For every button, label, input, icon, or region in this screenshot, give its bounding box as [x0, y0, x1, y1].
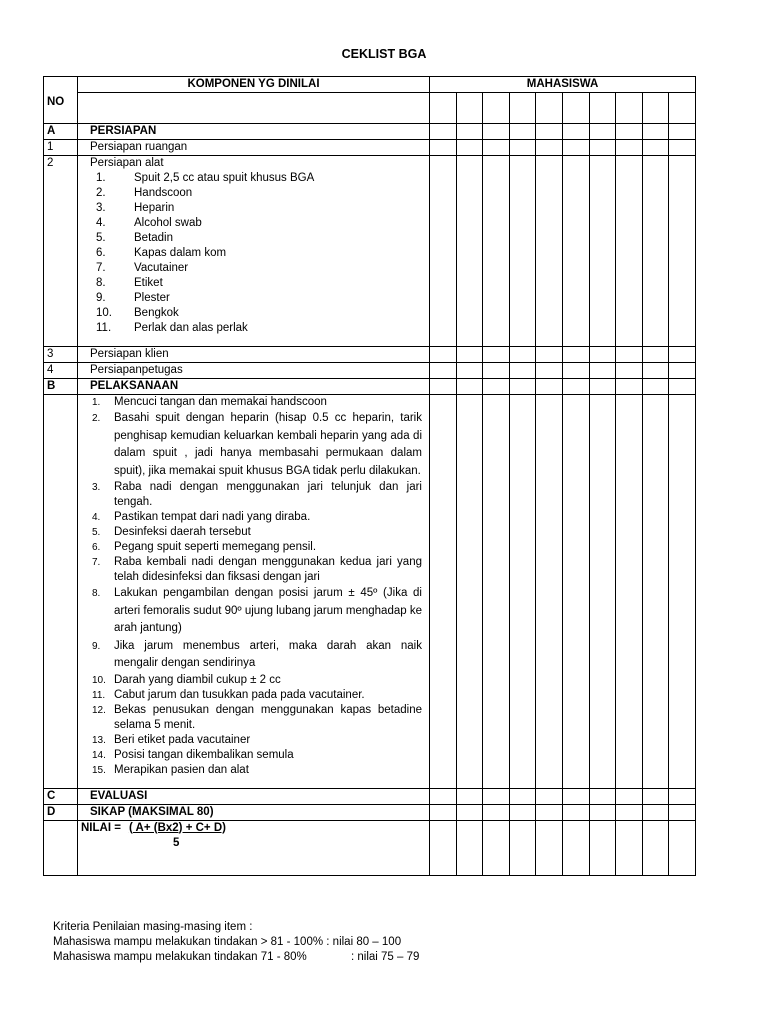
step-number: 3. [92, 482, 101, 493]
row-number: 3 [44, 347, 78, 363]
formula-numerator: ( A+ (Bx2) + C+ D) [128, 821, 226, 834]
item-a1-row [44, 140, 696, 156]
score-cell[interactable] [616, 788, 643, 804]
score-cell[interactable] [430, 347, 457, 363]
equipment-label: Etiket [134, 277, 163, 289]
row-content [78, 124, 430, 140]
row-content [78, 804, 430, 820]
score-cell[interactable] [456, 124, 483, 140]
score-cell[interactable] [616, 363, 643, 379]
step-text: Pastikan tempat dari nadi yang diraba. [114, 511, 311, 523]
step-text: Merapikan pasien dan alat [114, 763, 249, 776]
score-cell[interactable] [430, 156, 457, 347]
section-c-row [44, 788, 696, 804]
equipment-label: Bengkok [134, 307, 179, 319]
score-cell[interactable] [456, 347, 483, 363]
formula-row [44, 820, 696, 875]
row-content [78, 379, 430, 395]
score-cell[interactable] [509, 156, 536, 347]
item-a4-label: Persiapanpetugas [90, 364, 183, 376]
equipment-label: Kapas dalam kom [134, 247, 227, 259]
procedure-step [90, 555, 426, 585]
procedure-step [90, 638, 426, 673]
score-cell[interactable] [456, 156, 483, 347]
equipment-number: 5. [96, 232, 106, 244]
formula-denominator: 5 [173, 836, 180, 849]
equipment-number: 3. [96, 202, 106, 214]
procedure-step [90, 395, 426, 410]
score-cell[interactable] [509, 379, 536, 395]
score-cell[interactable] [642, 347, 669, 363]
procedure-step [90, 688, 426, 703]
score-cell[interactable] [616, 140, 643, 156]
spacer [90, 778, 426, 788]
score-cell[interactable] [430, 124, 457, 140]
procedure-step [90, 763, 426, 778]
step-text: Lakukan pengambilan dengan posisi jarum ± 45º (Jika di arteri femoralis sudut 90º ujung lubang jarum menghadap ke arah jantung) [114, 587, 422, 634]
score-cell[interactable] [536, 395, 563, 789]
criteria-line-2-text: Mahasiswa mampu melakukan tindakan 71 - 80% [53, 951, 307, 963]
criteria-line-1 [53, 935, 419, 950]
formula-cell [78, 820, 430, 875]
score-cell[interactable] [456, 363, 483, 379]
step-text: Raba kembali nadi dengan menggunakan kedua jari yang telah didesinfeksi dan fiksasi dengan jari [114, 556, 422, 583]
score-cell[interactable] [589, 804, 616, 820]
equipment-item [90, 321, 426, 336]
equipment-item [90, 216, 426, 231]
step-text: Darah yang diambil cukup ± 2 cc [114, 673, 281, 686]
step-number: 15. [92, 764, 106, 776]
row-number: A [44, 124, 78, 140]
formula-label: NILAI = [81, 821, 121, 834]
score-cell[interactable] [509, 124, 536, 140]
procedure-step [90, 525, 426, 540]
student-column-header[interactable] [562, 93, 589, 124]
score-cell[interactable] [669, 124, 696, 140]
score-cell[interactable] [669, 820, 696, 875]
score-cell[interactable] [669, 788, 696, 804]
equipment-label: Plester [134, 292, 170, 304]
score-cell[interactable] [456, 395, 483, 789]
score-cell[interactable] [430, 820, 457, 875]
procedure-step [90, 703, 426, 733]
score-cell[interactable] [509, 347, 536, 363]
score-cell[interactable] [642, 156, 669, 347]
row-content [78, 156, 430, 347]
score-cell[interactable] [562, 140, 589, 156]
score-cell[interactable] [536, 820, 563, 875]
score-cell[interactable] [562, 347, 589, 363]
section-a-row [44, 124, 696, 140]
student-column-header[interactable] [456, 93, 483, 124]
score-cell[interactable] [483, 347, 510, 363]
equipment-item [90, 231, 426, 246]
student-column-header[interactable] [483, 93, 510, 124]
equipment-item [90, 201, 426, 216]
equipment-number: 1. [96, 172, 106, 184]
step-number: 5. [92, 527, 101, 538]
score-cell[interactable] [616, 124, 643, 140]
equipment-number: 6. [96, 247, 106, 259]
score-cell[interactable] [642, 788, 669, 804]
equipment-label: Betadin [134, 232, 174, 244]
equipment-item [90, 291, 426, 306]
section-a-title: PERSIAPAN [90, 125, 157, 137]
score-cell[interactable] [669, 156, 696, 347]
score-cell[interactable] [562, 124, 589, 140]
grading-criteria [53, 920, 419, 965]
score-cell[interactable] [483, 363, 510, 379]
score-cell[interactable] [642, 804, 669, 820]
equipment-item [90, 246, 426, 261]
item-a2-row [44, 156, 696, 347]
step-number: 6. [92, 542, 101, 553]
equipment-number: 2. [96, 187, 106, 199]
score-cell[interactable] [536, 363, 563, 379]
header-row [44, 77, 696, 93]
score-cell[interactable] [456, 804, 483, 820]
procedure-step [90, 748, 426, 763]
procedure-step [90, 733, 426, 748]
equipment-item [90, 171, 426, 186]
step-text: Pegang spuit seperti memegang pensil. [114, 541, 317, 553]
score-cell[interactable] [562, 363, 589, 379]
score-cell[interactable] [616, 379, 643, 395]
item-a3-label: Persiapan klien [90, 348, 169, 360]
score-cell[interactable] [536, 788, 563, 804]
step-text: Posisi tangan dikembalikan semula [114, 748, 294, 761]
criteria-line-1-value: : nilai 80 – 100 [326, 936, 402, 948]
score-cell[interactable] [616, 347, 643, 363]
score-cell[interactable] [642, 395, 669, 789]
score-cell[interactable] [562, 156, 589, 347]
section-b-row [44, 379, 696, 395]
score-cell[interactable] [456, 788, 483, 804]
step-number: 11. [92, 689, 106, 701]
score-cell[interactable] [669, 347, 696, 363]
section-d-title: SIKAP (MAKSIMAL 80) [90, 805, 214, 818]
score-cell[interactable] [430, 804, 457, 820]
score-cell[interactable] [430, 379, 457, 395]
procedure-step [90, 585, 426, 638]
section-d-row [44, 804, 696, 820]
step-number: 12. [92, 704, 106, 716]
score-cell[interactable] [483, 140, 510, 156]
spacer [90, 336, 426, 346]
step-number: 14. [92, 749, 106, 761]
score-cell[interactable] [456, 379, 483, 395]
checklist-table [43, 76, 696, 876]
score-cell[interactable] [536, 804, 563, 820]
step-number: 10. [92, 674, 106, 686]
equipment-number: 11. [96, 322, 112, 334]
score-cell[interactable] [589, 347, 616, 363]
score-cell[interactable] [589, 140, 616, 156]
score-cell[interactable] [589, 124, 616, 140]
score-cell[interactable] [562, 788, 589, 804]
procedure-step [90, 540, 426, 555]
score-cell[interactable] [536, 379, 563, 395]
score-cell[interactable] [589, 363, 616, 379]
score-cell[interactable] [669, 140, 696, 156]
formula-line [81, 821, 426, 836]
score-cell[interactable] [430, 363, 457, 379]
equipment-label: Alcohol swab [134, 217, 202, 229]
item-a1-label: Persiapan ruangan [90, 141, 188, 153]
student-column-header[interactable] [509, 93, 536, 124]
step-text: Jika jarum menembus arteri, maka darah akan naik mengalir dengan sendirinya [114, 639, 422, 669]
score-cell[interactable] [536, 140, 563, 156]
equipment-item [90, 186, 426, 201]
score-cell[interactable] [483, 395, 510, 789]
score-cell[interactable] [483, 156, 510, 347]
row-content [78, 788, 430, 804]
step-text: Mencuci tangan dan memakai handscoon [114, 396, 327, 408]
score-cell[interactable] [589, 379, 616, 395]
equipment-number: 10. [96, 307, 112, 319]
score-cell[interactable] [430, 788, 457, 804]
score-cell[interactable] [562, 820, 589, 875]
score-cell[interactable] [589, 156, 616, 347]
score-cell[interactable] [589, 395, 616, 789]
header-blank [78, 93, 430, 124]
header-no: NO [44, 77, 78, 124]
equipment-label: Perlak dan alas perlak [134, 322, 248, 334]
score-cell[interactable] [589, 788, 616, 804]
step-number: 8. [92, 588, 101, 599]
row-number: D [44, 804, 78, 820]
step-number: 2. [92, 413, 101, 424]
score-cell[interactable] [483, 804, 510, 820]
score-cell[interactable] [669, 804, 696, 820]
score-cell[interactable] [456, 140, 483, 156]
score-cell[interactable] [536, 124, 563, 140]
student-column-header[interactable] [669, 93, 696, 124]
score-cell[interactable] [616, 156, 643, 347]
score-cell[interactable] [642, 124, 669, 140]
row-number: 1 [44, 140, 78, 156]
student-column-header[interactable] [430, 93, 457, 124]
score-cell[interactable] [509, 820, 536, 875]
score-cell[interactable] [642, 379, 669, 395]
row-number: 2 [44, 156, 78, 347]
step-number: 4. [92, 512, 101, 523]
score-cell[interactable] [483, 788, 510, 804]
score-cell[interactable] [483, 820, 510, 875]
item-a3-row [44, 347, 696, 363]
equipment-number: 4. [96, 217, 106, 229]
step-text: Bekas penusukan dengan menggunakan kapas betadine selama 5 menit. [114, 703, 422, 731]
score-cell[interactable] [509, 804, 536, 820]
procedure-step [90, 410, 426, 480]
step-text: Cabut jarum dan tusukkan pada pada vacutainer. [114, 688, 365, 701]
equipment-label: Vacutainer [134, 262, 189, 274]
score-cell[interactable] [509, 363, 536, 379]
criteria-line-1-text: Mahasiswa mampu melakukan tindakan > 81 - 100% [53, 936, 327, 948]
row-number [44, 395, 78, 789]
procedure-step [90, 673, 426, 688]
step-text: Desinfeksi daerah tersebut [114, 526, 251, 538]
row-number [44, 820, 78, 875]
score-cell[interactable] [536, 156, 563, 347]
score-cell[interactable] [456, 820, 483, 875]
score-cell[interactable] [616, 804, 643, 820]
equipment-item [90, 306, 426, 321]
score-cell[interactable] [483, 124, 510, 140]
score-cell[interactable] [430, 140, 457, 156]
score-cell[interactable] [509, 395, 536, 789]
score-cell[interactable] [669, 363, 696, 379]
equipment-item [90, 276, 426, 291]
steps-row [44, 395, 696, 789]
equipment-label: Heparin [134, 202, 175, 214]
equipment-number: 7. [96, 262, 106, 274]
row-content [78, 140, 430, 156]
header-mahasiswa: MAHASISWA [430, 77, 696, 93]
student-column-header[interactable] [536, 93, 563, 124]
page-title: CEKLIST BGA [341, 47, 427, 61]
row-number: C [44, 788, 78, 804]
score-cell[interactable] [669, 379, 696, 395]
row-number: B [44, 379, 78, 395]
section-c-title: EVALUASI [90, 789, 148, 802]
score-cell[interactable] [483, 379, 510, 395]
score-cell[interactable] [562, 379, 589, 395]
score-cell[interactable] [642, 820, 669, 875]
criteria-heading: Kriteria Penilaian masing-masing item : [53, 921, 253, 933]
row-number: 4 [44, 363, 78, 379]
row-content [78, 395, 430, 789]
score-cell[interactable] [642, 140, 669, 156]
score-cell[interactable] [536, 347, 563, 363]
score-cell[interactable] [430, 395, 457, 789]
step-number: 9. [92, 640, 101, 652]
equipment-number: 9. [96, 292, 106, 304]
step-text: Beri etiket pada vacutainer [114, 733, 251, 746]
score-cell[interactable] [562, 395, 589, 789]
score-cell[interactable] [669, 395, 696, 789]
student-column-header[interactable] [642, 93, 669, 124]
step-number: 7. [92, 557, 101, 568]
score-cell[interactable] [642, 363, 669, 379]
header-komponen: KOMPONEN YG DINILAI [78, 77, 430, 93]
student-column-header[interactable] [589, 93, 616, 124]
score-cell[interactable] [562, 804, 589, 820]
equipment-item [90, 261, 426, 276]
procedure-step [90, 480, 426, 510]
step-text: Raba nadi dengan menggunakan jari telunjuk dan jari tengah. [114, 481, 422, 508]
equipment-label: Spuit 2,5 cc atau spuit khusus BGA [134, 172, 315, 184]
student-column-header[interactable] [616, 93, 643, 124]
procedure-step [90, 510, 426, 525]
score-cell[interactable] [589, 820, 616, 875]
row-content [78, 347, 430, 363]
item-a2-label: Persiapan alat [90, 157, 164, 169]
header-subrow [44, 93, 696, 124]
step-number: 1. [92, 397, 101, 408]
score-cell[interactable] [616, 820, 643, 875]
item-a4-row [44, 363, 696, 379]
criteria-line-2-value: : nilai 75 – 79 [351, 951, 420, 963]
equipment-label: Handscoon [134, 187, 193, 199]
step-text: Basahi spuit dengan heparin (hisap 0.5 cc heparin, tarik penghisap kemudian keluarkan kembali heparin yang ada di dalam spuit , jadi hanya membasahi permukaan dalam spuit), jika memakai spuit khusus BGA tidak perlu dilakukan. [114, 412, 422, 477]
score-cell[interactable] [616, 395, 643, 789]
score-cell[interactable] [509, 140, 536, 156]
step-number: 13. [92, 734, 106, 746]
score-cell[interactable] [509, 788, 536, 804]
criteria-line-2 [53, 950, 419, 965]
section-b-title: PELAKSANAAN [90, 380, 179, 392]
row-content [78, 363, 430, 379]
equipment-number: 8. [96, 277, 106, 289]
